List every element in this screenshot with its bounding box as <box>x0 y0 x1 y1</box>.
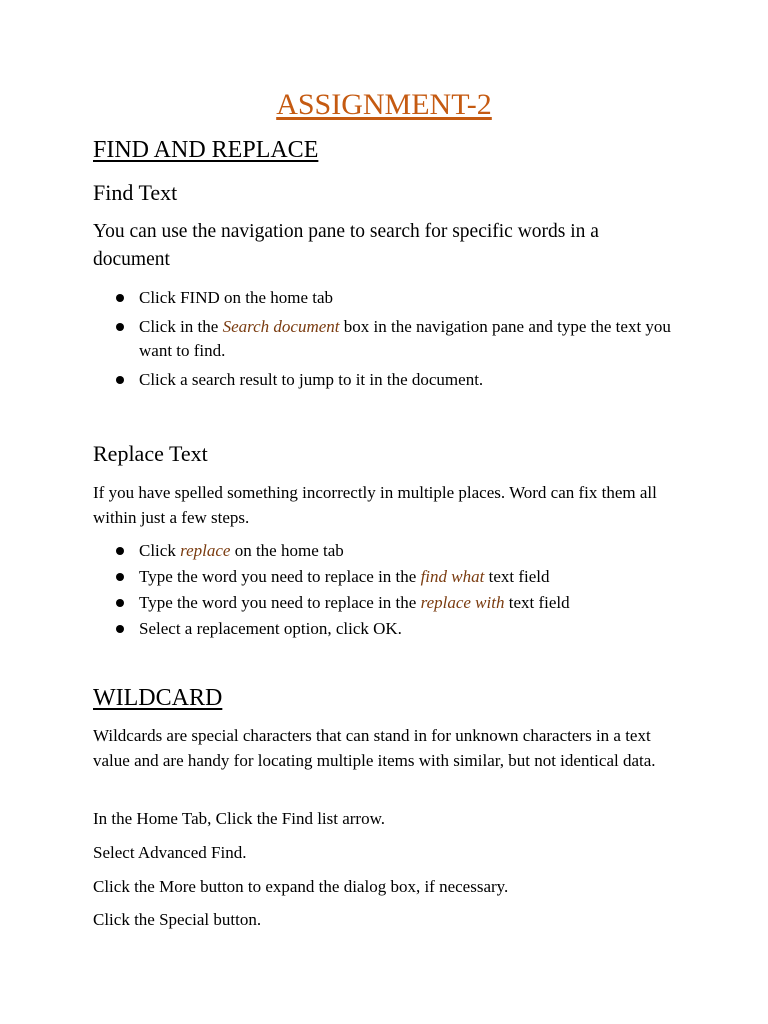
replace-with-emphasis: replace with <box>420 593 505 612</box>
wildcard-step: Select Advanced Find. <box>93 843 247 862</box>
wildcard-heading: WILDCARD <box>93 685 223 711</box>
list-item-text: text field <box>504 593 570 612</box>
bullet-icon <box>116 599 124 607</box>
search-document-emphasis: Search document <box>222 316 340 336</box>
replace-text-bullet-list <box>93 539 673 642</box>
wildcard-step: In the Home Tab, Click the Find list arrow. <box>93 809 386 828</box>
replace-emphasis: replace <box>180 541 231 560</box>
list-item-text: Type the word you need to replace in the <box>139 567 421 586</box>
list-item-text: Type the word you need to replace in the <box>139 593 421 612</box>
list-item <box>93 539 673 564</box>
find-text-intro: You can use the navigation pane to search for specific words in a document <box>93 221 599 270</box>
bullet-icon <box>116 376 124 384</box>
page-title: ASSIGNMENT-2 <box>276 88 492 121</box>
wildcard-step: Click the More button to expand the dialog box, if necessary. <box>93 877 509 896</box>
wildcard-step: Click the Special button. <box>93 910 262 929</box>
find-and-replace-heading: FIND AND REPLACE <box>93 137 319 163</box>
list-item-text: Click <box>139 541 181 560</box>
bullet-icon <box>116 573 124 581</box>
find-what-emphasis: find what <box>420 567 485 586</box>
bullet-icon <box>116 323 124 331</box>
list-item-text: Select a replacement option, click OK. <box>139 619 402 638</box>
list-item-text: Click in the <box>139 316 223 336</box>
replace-text-intro: If you have spelled something incorrectly in multiple places. Word can fix them all within just a few steps. <box>93 483 657 527</box>
bullet-icon <box>116 547 124 555</box>
list-item <box>93 286 673 311</box>
find-text-bullet-list <box>93 286 673 392</box>
list-item <box>93 315 673 364</box>
bullet-icon <box>116 294 124 302</box>
list-item <box>93 565 673 590</box>
list-item-text: on the home tab <box>230 541 344 560</box>
list-item-text: box in the navigation pane and type the text you want to find. <box>139 316 671 360</box>
list-item-text: Click FIND on the home tab <box>139 288 334 307</box>
list-item <box>93 368 673 393</box>
find-text-subheading: Find Text <box>93 180 178 205</box>
list-item-text: text field <box>484 567 550 586</box>
replace-text-subheading: Replace Text <box>93 441 208 466</box>
bullet-icon <box>116 625 124 633</box>
wildcard-intro: Wildcards are special characters that can stand in for unknown characters in a text value and are handy for locating multiple items with similar, but not identical data. <box>93 726 656 770</box>
list-item <box>93 591 673 616</box>
list-item <box>93 617 673 642</box>
list-item-text: Click a search result to jump to it in the document. <box>139 369 484 389</box>
